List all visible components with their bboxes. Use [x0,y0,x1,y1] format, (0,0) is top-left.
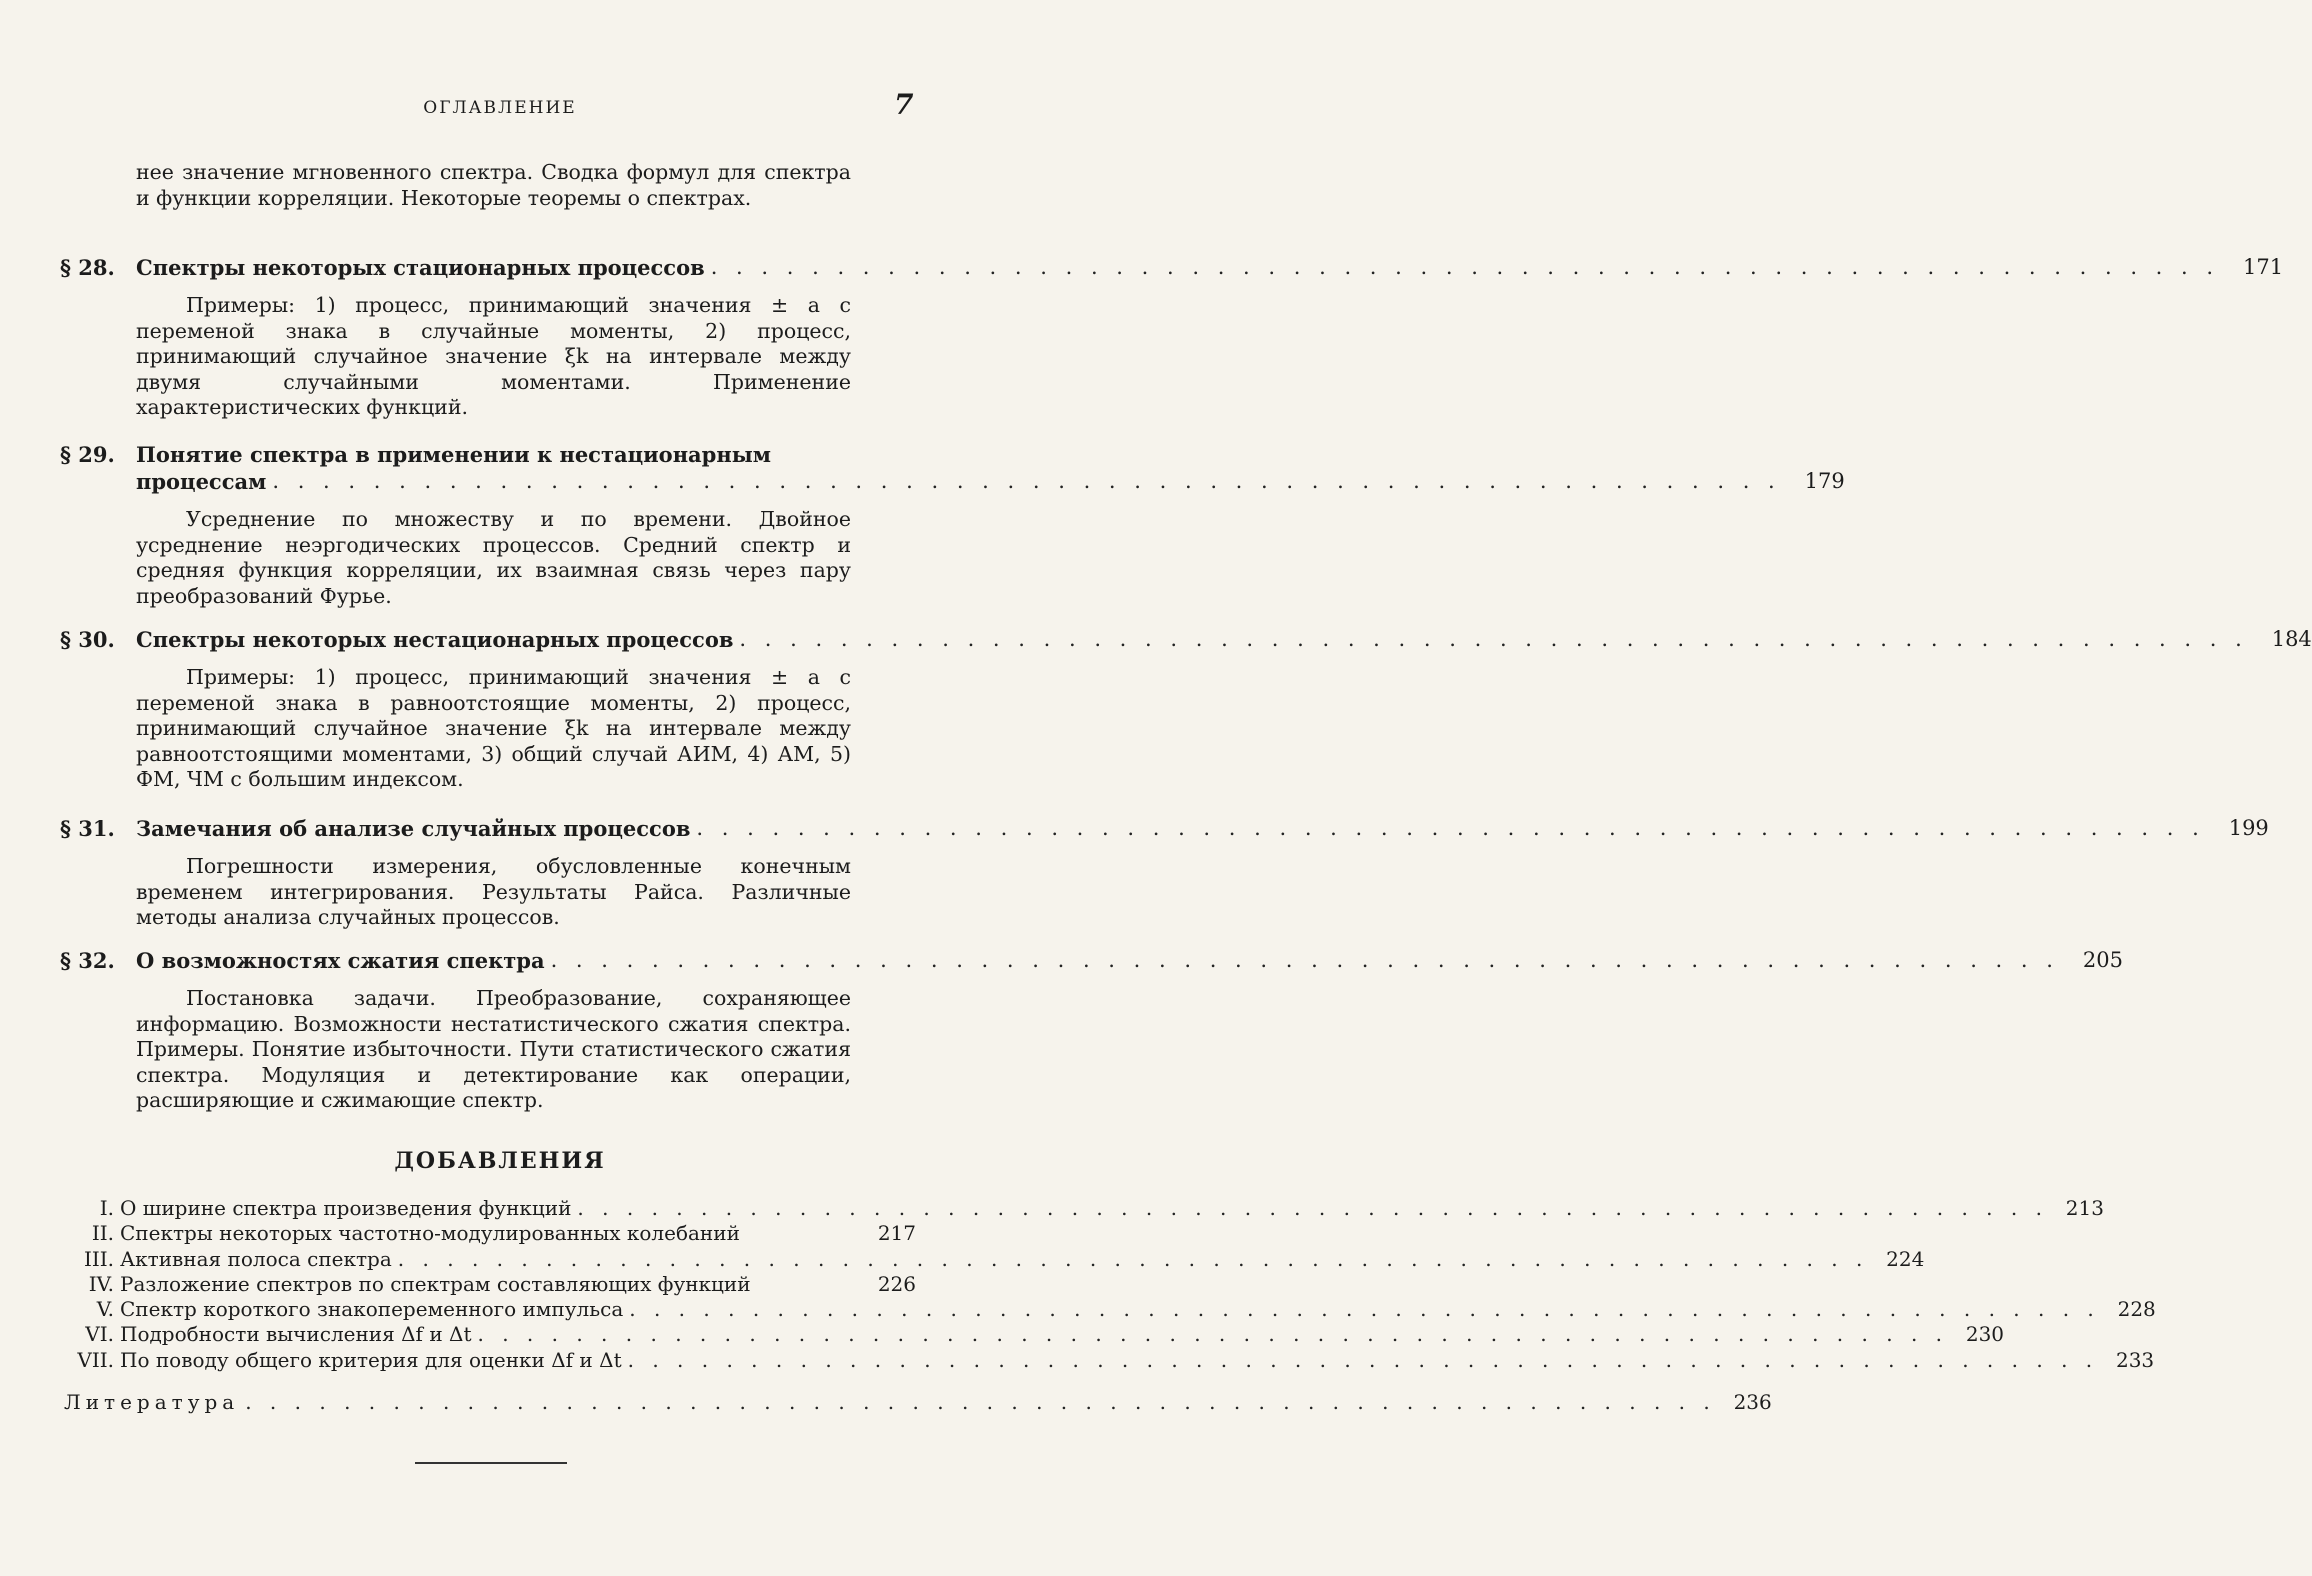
page-ref: 217 [877,1221,916,1246]
dot-leader [398,1247,1869,1272]
toc-section-28 [60,254,2284,421]
page-ref: 184 [2271,627,2312,651]
section-number: § 30. [60,627,115,652]
appendix-title: О ширине спектра произведения функций [120,1196,572,1220]
toc-entry[interactable] [60,441,1845,495]
appendix-title: Активная полоса спектра [120,1246,392,1271]
toc-section-31 [60,815,2269,931]
dot-leader [739,626,2247,653]
page-ref: 213 [2065,1196,2104,1220]
appendix-number: VI. [85,1322,114,1347]
page-ref: 205 [2082,948,2123,972]
page-ref: 226 [877,1271,916,1296]
appendix-number: V. [96,1297,114,1322]
section-title-line1: Понятие спектра в применении к нестационарным [136,442,772,467]
section-title: Спектры некоторых нестационарных процессов [136,627,734,652]
dot-leader [477,1322,1948,1347]
appendix-item[interactable] [60,1196,2104,1221]
page-ref: 179 [1804,469,1845,493]
page-number: 7 [894,88,914,121]
appendix-number: IV. [88,1271,114,1296]
appendix-item[interactable] [60,1272,916,1297]
appendix-title: Спектр короткого знакопеременного импульса [120,1297,624,1322]
dot-leader [577,1196,2048,1221]
appendix-item[interactable] [60,1246,1925,1272]
dot-leader [711,254,2219,281]
closing-rule [415,1462,567,1464]
appendix-item[interactable] [60,1347,2155,1373]
section-description: Примеры: 1) процесс, принимающий значения ± a с переменой знака в случайные моменты, 2) процесс, принимающий случайное значение ξk на интервале между двумя случайными моментами. Применение характеристических функций. [136,293,851,419]
toc-section-32 [60,947,2123,1114]
toc-entry[interactable] [60,815,2269,842]
appendix-number: III. [83,1246,114,1271]
section-number: § 28. [60,255,115,280]
page-ref: 228 [2117,1297,2156,1322]
toc-entry[interactable] [60,254,2284,281]
toc-entry[interactable] [60,626,2312,653]
section-title-line2: процессам [136,469,267,494]
section-description: Примеры: 1) процесс, принимающий значения ± a с переменой знака в равноотстоящие моменты, 2) процесс, принимающий случайное значение ξk на интервале между равноотстоящими моментами, 3) общий случай АИМ, 4) АМ, 5) ФМ, ЧМ с большим индексом. [136,665,851,791]
dot-leader [629,1297,2100,1322]
appendix-number: VII. [77,1347,114,1372]
dot-leader [551,947,2059,974]
dot-leader [245,1389,1716,1415]
appendix-title: Разложение спектров по спектрам составляющих функций [120,1271,751,1296]
section-title: Замечания об анализе случайных процессов [136,816,691,841]
literature-title: Литература [64,1390,240,1414]
toc-section-29 [60,441,1845,609]
appendix-item[interactable] [60,1221,916,1246]
page-ref: 171 [2242,255,2284,279]
running-title: ОГЛАВЛЕНИЕ [423,98,577,118]
section-number: § 29. [60,442,115,467]
section-title: О возможностях сжатия спектра [136,948,545,973]
page-ref: 230 [1965,1322,2005,1347]
appendix-title: Спектры некоторых частотно-модулированных колебаний [120,1221,740,1246]
page-ref: 224 [1886,1246,1925,1271]
continuation-text: нее значение мгновенного спектра. Сводка формул для спектра и функции корреляции. Некоторые теоремы о спектрах. [136,160,851,210]
dot-leader [272,468,1780,495]
dot-leader [628,1348,2099,1373]
appendices-heading: ДОБАВЛЕНИЯ [394,1148,606,1174]
appendix-number: I. [99,1196,114,1220]
section-title: Спектры некоторых стационарных процессов [136,255,705,280]
appendix-item[interactable] [60,1297,2156,1322]
appendix-item[interactable] [60,1322,2005,1347]
page-ref: 236 [1733,1390,1772,1414]
section-description: Погрешности измерения, обусловленные конечным временем интегрирования. Результаты Райса. Различные методы анализа случайных процессов. [136,854,851,929]
literature-entry[interactable] [64,1389,1772,1415]
section-number: § 31. [60,816,115,841]
section-number: § 32. [60,948,115,973]
toc-entry[interactable] [60,947,2123,974]
page-ref: 233 [2115,1347,2155,1372]
appendix-number: II. [91,1221,114,1246]
continuation-block [60,160,916,211]
section-description: Постановка задачи. Преобразование, сохраняющее информацию. Возможности нестатистического сжатия спектра. Примеры. Понятие избыточности. Пути статистического сжатия спектра. Модуляция и детектирование как операции, расширяющие и сжимающие спектр. [136,986,851,1112]
appendix-title: По поводу общего критерия для оценки Δf и Δt [120,1347,622,1372]
section-description: Усреднение по множеству и по времени. Двойное усреднение неэргодических процессов. Средний спектр и средняя функция корреляции, их взаимная связь через пару преобразований Фурье. [136,507,851,608]
dot-leader [696,815,2204,842]
appendices-list [60,1196,2156,1373]
appendix-title: Подробности вычисления Δf и Δt [120,1322,472,1347]
page-ref: 199 [2228,816,2269,840]
toc-section-30 [60,626,2312,793]
